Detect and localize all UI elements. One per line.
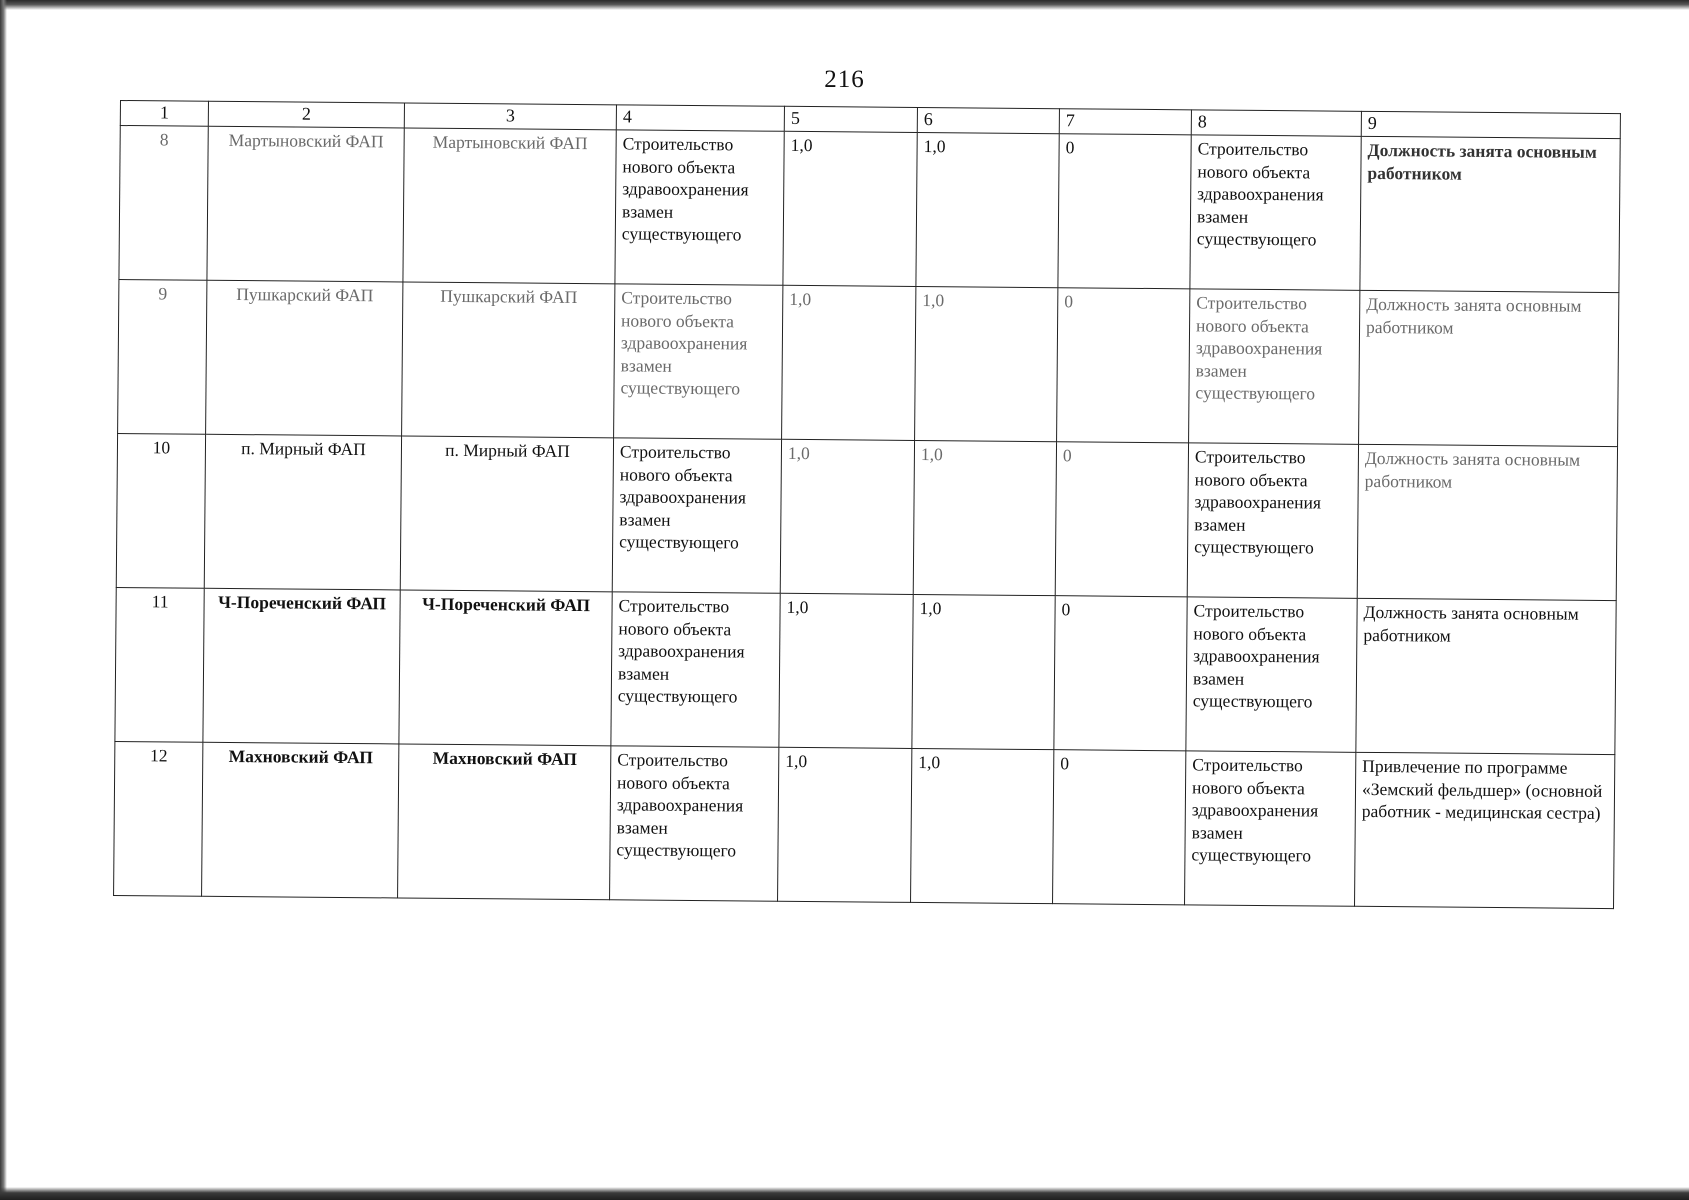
column-header-4: 4 — [616, 105, 784, 131]
planned-action-8: Строительство нового объекта здравоохранения взамен существующего — [1189, 289, 1360, 444]
table-row — [119, 126, 1620, 293]
column-header-1: 1 — [120, 101, 208, 127]
row-number: 8 — [119, 126, 208, 281]
facility-name-2: Махновский ФАП — [398, 744, 611, 900]
row-number: 9 — [118, 279, 207, 434]
facility-name: п. Мирный ФАП — [204, 434, 401, 590]
table-row — [115, 587, 1616, 754]
value-col-7: 0 — [1055, 442, 1188, 597]
column-header-6: 6 — [917, 107, 1059, 133]
facility-name: Мартыновский ФАП — [207, 126, 404, 282]
table-row — [118, 279, 1619, 446]
planned-action-8: Строительство нового объекта здравоохранения взамен существующего — [1190, 135, 1361, 290]
planned-action: Строительство нового объекта здравоохранения взамен существующего — [615, 130, 784, 285]
value-col-7: 0 — [1054, 596, 1187, 751]
facility-name-2: Мартыновский ФАП — [403, 128, 616, 284]
value-col-7: 0 — [1058, 134, 1191, 289]
scan-edge-left — [0, 0, 7, 1200]
page-number: 216 — [824, 66, 865, 93]
planned-action: Строительство нового объекта здравоохранения взамен существующего — [614, 284, 783, 439]
row-number: 12 — [114, 741, 203, 896]
value-col-6: 1,0 — [913, 440, 1056, 595]
column-header-8: 8 — [1191, 110, 1361, 136]
staffing-status: Должность занята основным работником — [1356, 598, 1616, 754]
value-col-6: 1,0 — [911, 748, 1054, 903]
planned-action-8: Строительство нового объекта здравоохранения взамен существующего — [1186, 597, 1357, 752]
value-col-5: 1,0 — [782, 285, 916, 440]
value-col-7: 0 — [1053, 750, 1186, 905]
row-number: 11 — [115, 587, 204, 742]
column-header-9: 9 — [1361, 111, 1620, 138]
planned-action-8: Строительство нового объекта здравоохранения взамен существующего — [1185, 751, 1356, 906]
facility-name-2: п. Мирный ФАП — [400, 436, 613, 592]
planned-action-8: Строительство нового объекта здравоохранения взамен существующего — [1187, 443, 1358, 598]
value-col-6: 1,0 — [912, 594, 1055, 749]
facility-name: Пушкарский ФАП — [206, 280, 403, 436]
value-col-5: 1,0 — [779, 593, 913, 748]
scan-edge-bottom — [0, 1187, 1689, 1200]
column-header-2: 2 — [208, 101, 404, 128]
facilities-table — [113, 100, 1621, 909]
column-header-7: 7 — [1059, 109, 1191, 135]
value-col-7: 0 — [1057, 288, 1190, 443]
row-number: 10 — [116, 433, 205, 588]
column-header-3: 3 — [404, 103, 616, 130]
table-container — [113, 100, 1620, 909]
staffing-status: Должность занята основным работником — [1360, 136, 1620, 292]
column-header-5: 5 — [784, 106, 917, 132]
value-col-6: 1,0 — [916, 132, 1059, 287]
value-col-5: 1,0 — [783, 131, 917, 286]
scan-edge-top — [0, 0, 1689, 10]
planned-action: Строительство нового объекта здравоохранения взамен существующего — [610, 746, 779, 901]
facility-name: Махновский ФАП — [202, 742, 399, 898]
table-row — [116, 433, 1617, 600]
value-col-6: 1,0 — [915, 286, 1058, 441]
staffing-status: Должность занята основным работником — [1357, 444, 1617, 600]
facility-name-2: Ч-Пореченский ФАП — [399, 590, 612, 746]
table-row — [114, 741, 1615, 908]
value-col-5: 1,0 — [780, 439, 914, 594]
facility-name: Ч-Пореченский ФАП — [203, 588, 400, 744]
planned-action: Строительство нового объекта здравоохранения взамен существующего — [612, 438, 781, 593]
staffing-status: Привлечение по программе «Земский фельдшер» (основной работник - медицинская сестра) — [1355, 752, 1615, 908]
value-col-5: 1,0 — [778, 747, 912, 902]
planned-action: Строительство нового объекта здравоохранения взамен существующего — [611, 592, 780, 747]
facility-name-2: Пушкарский ФАП — [402, 282, 615, 438]
staffing-status: Должность занята основным работником — [1359, 290, 1619, 446]
